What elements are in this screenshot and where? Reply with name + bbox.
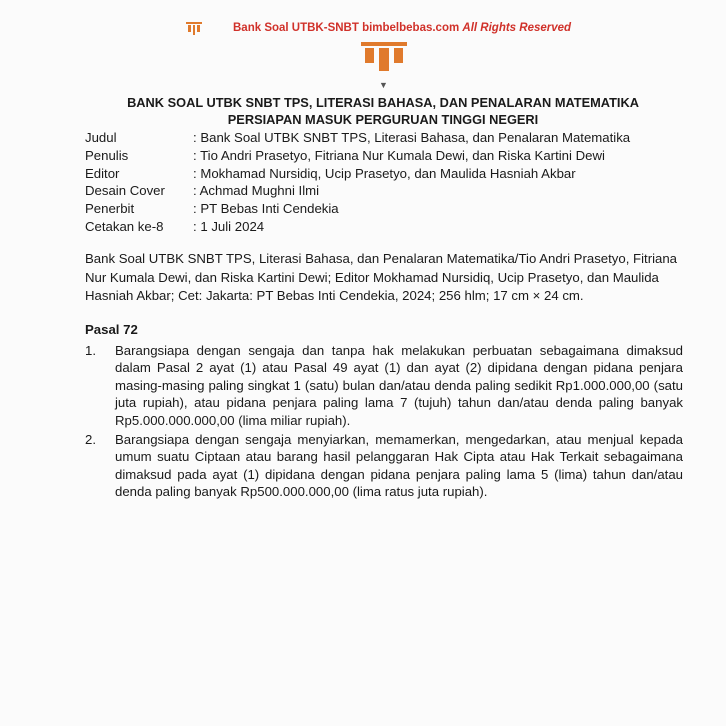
- header-text-italic: All Rights Reserved: [462, 22, 572, 34]
- meta-row-penulis: [85, 147, 630, 165]
- meta-key: Judul: [85, 130, 117, 145]
- meta-value: : Achmad Mughni Ilmi: [193, 183, 320, 199]
- meta-key: Penerbit: [85, 201, 135, 217]
- list-item: [85, 342, 683, 429]
- meta-value: : 1 Juli 2024: [193, 218, 265, 234]
- header-text-main: Bank Soal UTBK-SNBT bimbelbebas.com: [233, 22, 463, 34]
- meta-row-penerbit: [85, 200, 630, 218]
- section-heading: Pasal 72: [85, 322, 138, 337]
- list-item-number: 2.: [85, 432, 96, 448]
- meta-value: : Bank Soal UTBK SNBT TPS, Literasi Bahasa, dan Penalaran Matematika: [193, 130, 631, 145]
- list-item-text: Barangsiapa dengan sengaja menyiarkan, memamerkan, mengedarkan, atau menjual kepada umum suatu Ciptaan atau barang hasil pelanggaran Hak Cipta atau Hak Terkait sebagaimana dimaksud pada ayat (1) dipidana dengan pidana penjara paling lama 5 (lima) tahun dan/atau denda paling banyak Rp500.000.000,00 (lima ratus juta rupiah).: [115, 432, 683, 500]
- meta-key: Editor: [85, 165, 120, 181]
- pasal-list: [85, 342, 683, 503]
- publisher-logo-small: [186, 22, 202, 36]
- header-copyright-text: [233, 22, 571, 34]
- list-item-number: 1.: [85, 343, 96, 358]
- meta-row-judul: [85, 129, 630, 147]
- list-item-text: Barangsiapa dengan sengaja dan tanpa hak melakukan perbuatan sebagaimana dimaksud dalam Pasal 2 ayat (1) atau Pasal 49 ayat (1) dan ayat (2) dipidana dengan pidana penjara masing-masing paling singkat 1 (satu) bulan dan/atau denda paling sedikit Rp1.000.000,00 (satu juta rupiah), atau pidana penjara paling lama 7 (tujuh) tahun dan/atau denda paling banyak Rp5.000.000.000,00 (lima miliar rupiah).: [115, 343, 683, 428]
- meta-value: : Mokhamad Nursidiq, Ucip Prasetyo, dan Maulida Hasniah Akbar: [193, 165, 576, 181]
- publisher-logo: [361, 42, 407, 72]
- book-metadata: [85, 129, 630, 236]
- meta-row-desain-cover: [85, 182, 630, 200]
- page-header: [0, 22, 726, 38]
- meta-value: : PT Bebas Inti Cendekia: [193, 201, 339, 217]
- meta-key: Penulis: [85, 147, 129, 163]
- list-item: [85, 431, 683, 501]
- meta-key: Desain Cover: [85, 183, 165, 199]
- meta-row-cetakan: [85, 218, 630, 236]
- meta-key: Cetakan ke-8: [85, 218, 164, 234]
- meta-value: : Tio Andri Prasetyo, Fitriana Nur Kumala Dewi, dan Riska Kartini Dewi: [193, 147, 605, 163]
- triangle-down-icon: ▼: [379, 80, 388, 90]
- book-title-line-1: BANK SOAL UTBK SNBT TPS, LITERASI BAHASA, DAN PENALARAN MATEMATIKA: [127, 95, 639, 110]
- book-title-line-2: PERSIAPAN MASUK PERGURUAN TINGGI NEGERI: [227, 112, 539, 127]
- meta-row-editor: [85, 165, 630, 183]
- catalog-entry: Bank Soal UTBK SNBT TPS, Literasi Bahasa, dan Penalaran Matematika/Tio Andri Prasetyo, Fitriana Nur Kumala Dewi, dan Riska Kartini Dewi; Editor Mokhamad Nursidiq, Ucip Prasetyo, dan Maulida Hasniah Akbar; Cet: Jakarta: PT Bebas Inti Cendekia, 2024; 256 hlm; 17 cm × 24 cm.: [85, 251, 678, 303]
